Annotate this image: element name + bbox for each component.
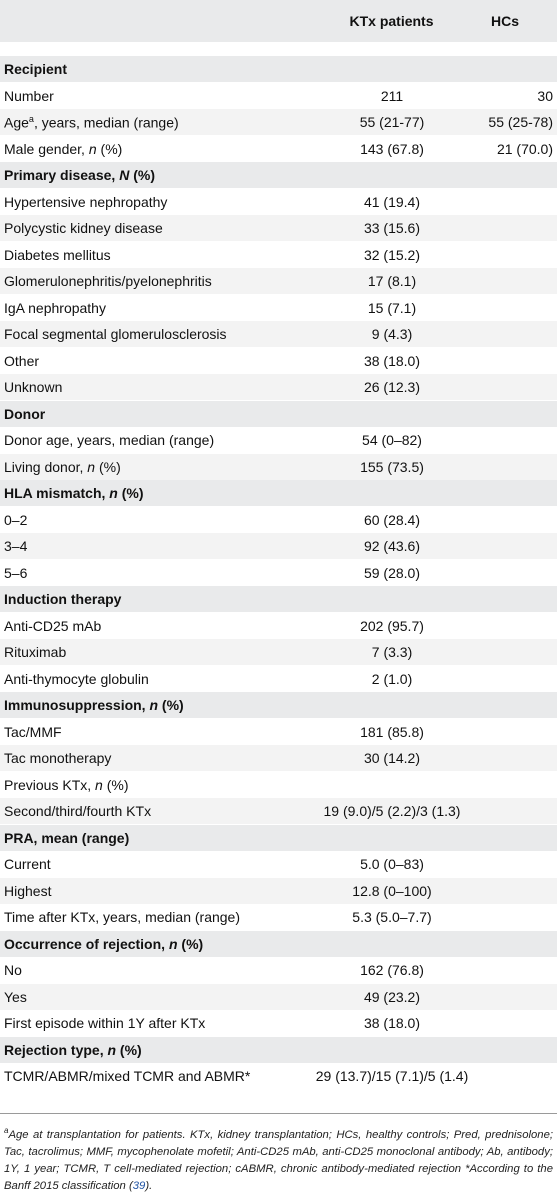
row-label-text: Yes xyxy=(4,988,27,1005)
table-row xyxy=(0,745,557,771)
row-label-text: 5–6 xyxy=(4,564,28,581)
row-label-text: Male gender, xyxy=(4,140,89,157)
row-label xyxy=(4,777,129,793)
row-label xyxy=(4,724,62,740)
header-hcs: HCs xyxy=(490,13,519,29)
row-label-text: Tac monotherapy xyxy=(4,750,112,766)
row-label-text: Donor xyxy=(4,405,46,422)
row-label-sup: a xyxy=(28,114,34,124)
ktx-value: 30 (14.2) xyxy=(363,750,421,766)
ktx-value: 5.0 (0–83) xyxy=(360,856,424,872)
ktx-value: 202 (95.7) xyxy=(360,617,424,634)
row-label xyxy=(4,141,122,157)
table-row xyxy=(0,904,557,930)
ktx-value: 32 (15.2) xyxy=(363,246,421,263)
ktx-value: 55 (21-77) xyxy=(359,114,425,130)
row-label xyxy=(4,856,51,872)
ktx-value: 17 (8.1) xyxy=(367,273,417,289)
ktx-value: 92 (43.6) xyxy=(363,538,421,554)
row-label-text: Anti-CD25 mAb xyxy=(4,617,102,634)
row-label xyxy=(4,300,106,316)
table-row xyxy=(0,295,557,321)
section-label xyxy=(4,61,67,77)
table-bottom-rule xyxy=(0,1113,557,1114)
ktx-value: 33 (15.6) xyxy=(363,220,421,236)
ktx-value: 54 (0–82) xyxy=(362,432,422,448)
ktx-value: 60 (28.4) xyxy=(363,511,421,528)
row-label-text: Glomerulonephritis/pyelonephritis xyxy=(4,273,212,289)
row-label-text: Diabetes mellitus xyxy=(4,246,111,263)
table-row xyxy=(0,348,557,374)
row-label xyxy=(4,538,27,554)
section-row xyxy=(0,586,557,612)
row-label-text: Primary disease, xyxy=(4,167,120,183)
row-label-italic: n xyxy=(88,140,97,157)
row-label-italic: n xyxy=(149,697,159,713)
row-label-text: Previous KTx, xyxy=(4,776,96,793)
ktx-value: 38 (18.0) xyxy=(363,352,421,369)
row-label xyxy=(4,750,111,766)
table-row xyxy=(0,878,557,904)
row-label-rest: (%) xyxy=(116,1041,142,1058)
table-row xyxy=(0,215,557,241)
row-label-text: TCMR/ABMR/mixed TCMR and ABMR* xyxy=(4,1068,251,1084)
row-label xyxy=(4,909,240,925)
row-label-italic: N xyxy=(119,167,130,183)
row-label-text: Polycystic kidney disease xyxy=(4,220,163,236)
row-label-rest: (%) xyxy=(117,485,144,501)
row-label-text: Recipient xyxy=(4,61,68,77)
ktx-value: 29 (13.7)/15 (7.1)/5 (1.4) xyxy=(315,1068,469,1084)
row-label-text: HLA mismatch, xyxy=(4,485,110,501)
row-label-rest: (%) xyxy=(129,167,155,183)
row-label xyxy=(4,512,27,528)
row-label-text: No xyxy=(4,962,22,978)
table-row xyxy=(0,957,557,983)
row-label-text: Number xyxy=(4,87,54,104)
table-row xyxy=(0,454,557,480)
table-row xyxy=(0,374,557,400)
ktx-value: 162 (76.8) xyxy=(360,962,424,978)
row-label xyxy=(4,565,27,581)
row-label xyxy=(4,114,179,131)
section-row xyxy=(0,480,557,506)
table-row xyxy=(0,507,557,533)
ktx-value: 19 (9.0)/5 (2.2)/3 (1.3) xyxy=(323,803,461,819)
ktx-value: 2 (1.0) xyxy=(371,670,413,687)
row-label-rest: (%) xyxy=(102,776,129,793)
row-label xyxy=(4,989,27,1005)
row-label-text: Occurrence of rejection, xyxy=(4,935,169,952)
table-row xyxy=(0,83,557,109)
table-row xyxy=(0,427,557,453)
footnote-tail: ). xyxy=(145,1179,153,1192)
section-label xyxy=(4,697,184,713)
footnote-text: Age at transplantation for patients. KTx, kidney transplantation; HCs, healthy controls; Pred, prednisolone; Tac, tacrolimus; MMF, mycophenolate mofetil; Anti-CD25 mAb, anti-CD25 monoclonal antibody; Ab, antibody; 1Y, 1 year; TCMR, T cell-mediated rejection; cABMR, chronic antibody-mediated rejection *According to the Banff 2015 classification ( xyxy=(4,1128,553,1192)
header-ktx-patients: KTx patients xyxy=(349,13,434,29)
row-label-italic: n xyxy=(95,776,103,793)
hc-value: 30 xyxy=(537,87,553,104)
hc-value: 21 (70.0) xyxy=(496,140,553,157)
ktx-value: 7 (3.3) xyxy=(371,644,413,660)
table-row xyxy=(0,321,557,347)
row-label-text: Rejection type, xyxy=(4,1041,108,1058)
row-label xyxy=(4,194,167,210)
ktx-value: 26 (12.3) xyxy=(363,379,421,395)
table-row xyxy=(0,798,557,824)
row-label xyxy=(4,432,214,448)
row-label-text: IgA nephropathy xyxy=(4,299,106,316)
table-row xyxy=(0,851,557,877)
ktx-value: 59 (28.0) xyxy=(363,564,421,581)
ktx-value: 211 xyxy=(380,87,404,104)
table-row xyxy=(0,984,557,1010)
table-row xyxy=(0,772,557,798)
row-label xyxy=(4,671,149,687)
section-label xyxy=(4,406,45,422)
row-label-text: Living donor, xyxy=(4,458,88,475)
row-label-text: First episode within 1Y after KTx xyxy=(4,1015,206,1031)
section-label xyxy=(4,167,155,183)
row-label-text: Tac/MMF xyxy=(4,723,62,740)
row-label xyxy=(4,459,121,475)
section-label xyxy=(4,936,203,952)
row-label-text: PRA, mean (range) xyxy=(4,829,130,846)
row-label-text: Highest xyxy=(4,882,52,899)
section-row xyxy=(0,56,557,82)
table-row xyxy=(0,719,557,745)
table-footnote xyxy=(4,1122,553,1195)
section-row xyxy=(0,401,557,427)
row-label-italic: n xyxy=(168,935,178,952)
section-row xyxy=(0,162,557,188)
row-label-rest: (%) xyxy=(96,140,123,157)
footnote-marker: a xyxy=(4,1126,9,1135)
row-label-text: Hypertensive nephropathy xyxy=(4,193,168,210)
section-row xyxy=(0,1037,557,1063)
table-row xyxy=(0,242,557,268)
row-label xyxy=(4,644,66,660)
row-label xyxy=(4,962,22,978)
table-row xyxy=(0,109,557,135)
row-label-text: Current xyxy=(4,856,51,872)
row-label xyxy=(4,220,163,236)
row-label xyxy=(4,353,39,369)
ktx-value: 5.3 (5.0–7.7) xyxy=(352,909,432,925)
row-label-text: Second/third/fourth KTx xyxy=(4,803,152,819)
ktx-value: 15 (7.1) xyxy=(367,299,417,316)
reference-link[interactable]: 39 xyxy=(132,1179,146,1192)
row-label xyxy=(4,379,62,395)
row-label xyxy=(4,326,227,342)
row-label-text: Donor age, years, median (range) xyxy=(4,432,215,448)
ktx-value: 143 (67.8) xyxy=(360,140,424,157)
row-label-text: Rituximab xyxy=(4,644,67,660)
hc-value: 55 (25-78) xyxy=(488,114,553,130)
row-label-text: Other xyxy=(4,352,40,369)
row-label-text: 3–4 xyxy=(4,538,28,554)
row-label-italic: n xyxy=(109,485,118,501)
table-row xyxy=(0,533,557,559)
row-label xyxy=(4,803,151,819)
row-label-rest: (%) xyxy=(95,458,121,475)
table-header xyxy=(0,0,557,42)
row-label-text: Age xyxy=(4,114,29,131)
row-label xyxy=(4,883,51,899)
ktx-value: 155 (73.5) xyxy=(360,458,424,475)
ktx-value: 41 (19.4) xyxy=(363,193,421,210)
row-label-text: Focal segmental glomerulosclerosis xyxy=(4,326,227,342)
table-row xyxy=(0,1010,557,1036)
section-label xyxy=(4,830,129,846)
ktx-value: 38 (18.0) xyxy=(363,1015,421,1031)
row-label xyxy=(4,273,212,289)
row-label xyxy=(4,88,54,104)
row-label-rest: (%) xyxy=(158,697,184,713)
ktx-value: 12.8 (0–100) xyxy=(352,882,432,899)
table-row xyxy=(0,189,557,215)
table-row xyxy=(0,666,557,692)
section-label xyxy=(4,485,144,501)
section-label xyxy=(4,591,121,607)
row-label xyxy=(4,1068,250,1084)
row-label-text: 0–2 xyxy=(4,511,28,528)
table-row xyxy=(0,560,557,586)
row-label-text: Anti-thymocyte globulin xyxy=(4,670,149,687)
row-label xyxy=(4,618,101,634)
section-label xyxy=(4,1042,142,1058)
row-label-italic: n xyxy=(87,458,96,475)
row-label-text: Unknown xyxy=(4,379,63,395)
table-row xyxy=(0,1063,557,1089)
row-label-rest: , years, median (range) xyxy=(33,114,179,131)
row-label xyxy=(4,1015,205,1031)
row-label-rest: (%) xyxy=(177,935,204,952)
row-label-text: Time after KTx, years, median (range) xyxy=(4,909,241,925)
section-row xyxy=(0,692,557,718)
section-row xyxy=(0,931,557,957)
table-row xyxy=(0,639,557,665)
ktx-value: 49 (23.2) xyxy=(363,988,421,1005)
row-label xyxy=(4,247,111,263)
row-label-text: Induction therapy xyxy=(4,591,122,607)
table-row xyxy=(0,613,557,639)
table-row xyxy=(0,268,557,294)
row-label-text: Immunosuppression, xyxy=(4,697,150,713)
ktx-value: 181 (85.8) xyxy=(360,723,424,740)
ktx-value: 9 (4.3) xyxy=(371,326,413,342)
row-label-italic: n xyxy=(107,1041,117,1058)
section-row xyxy=(0,825,557,851)
table-row xyxy=(0,136,557,162)
